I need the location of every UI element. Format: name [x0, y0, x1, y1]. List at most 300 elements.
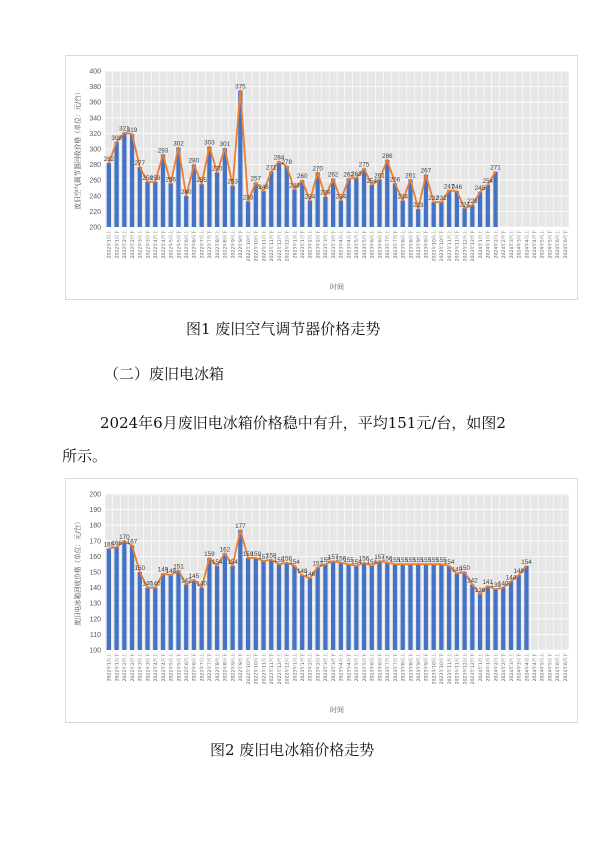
data-label: 177	[235, 522, 246, 530]
x-tick-label: 2023年11月下	[455, 230, 461, 262]
data-label: 267	[420, 167, 432, 175]
bar	[478, 594, 482, 650]
bar	[254, 558, 258, 650]
data-label: 239	[320, 189, 331, 197]
data-label: 148	[513, 568, 524, 576]
data-label: 140	[150, 580, 161, 588]
x-tick-label: 2024年1月上	[478, 230, 484, 259]
bar	[269, 172, 273, 227]
x-tick-label: 2024年5月上	[540, 230, 546, 259]
data-label: 142	[180, 577, 192, 585]
x-tick-label: 2024年2月下	[502, 653, 508, 682]
bar	[277, 564, 281, 650]
bar	[292, 566, 296, 650]
x-tick-label: 2023年7月下	[393, 230, 399, 259]
data-label: 233	[242, 194, 254, 202]
x-tick-label: 2022年6月下	[192, 230, 198, 259]
data-label: 159	[250, 550, 262, 558]
data-label: 155	[420, 557, 432, 565]
bar	[455, 574, 459, 650]
data-label: 148	[165, 568, 176, 576]
bar	[393, 183, 397, 227]
x-tick-label: 2022年3月上	[138, 653, 144, 682]
y-tick-label: 320	[89, 130, 101, 138]
data-label: 301	[219, 141, 231, 149]
x-tick-label: 2023年8月下	[409, 653, 415, 682]
x-tick-label: 2024年2月上	[494, 653, 500, 682]
bar	[184, 196, 188, 227]
x-tick-label: 2022年3月下	[146, 230, 152, 259]
x-tick-label: 2022年8月下	[223, 230, 229, 259]
x-tick-label: 2022年8月下	[223, 653, 229, 682]
data-label: 148	[296, 568, 308, 576]
y-tick-label: 110	[89, 631, 101, 639]
x-tick-label: 2022年10月上	[246, 653, 252, 685]
data-label: 167	[126, 538, 138, 546]
data-label: 261	[405, 172, 416, 180]
data-label: 223	[412, 202, 424, 210]
x-tick-label: 2024年4月下	[533, 230, 538, 259]
x-tick-label: 2022年7月下	[208, 653, 214, 682]
x-tick-label: 2023年7月上	[386, 653, 392, 682]
section-heading: （二）废旧电冰箱	[104, 365, 225, 383]
x-tick-label: 2024年4月上	[525, 230, 531, 259]
x-tick-label: 2023年8月上	[401, 653, 407, 682]
data-label: 271	[266, 164, 277, 172]
data-label: 146	[304, 571, 316, 579]
x-tick-label: 2023年2月上	[308, 230, 314, 259]
data-label: 319	[126, 127, 138, 135]
x-tick-label: 2022年6月上	[185, 230, 190, 259]
bar	[153, 588, 157, 650]
x-tick-label: 2023年10月上	[432, 230, 438, 262]
paragraph-line-1: 2024年6月废旧电冰箱价格稳中有升，平均151元/台，如图2	[100, 414, 506, 432]
x-tick-label: 2023年4月下	[347, 653, 353, 682]
bar	[215, 172, 219, 227]
bar	[261, 561, 265, 650]
data-label: 302	[173, 140, 184, 148]
bar	[277, 161, 281, 227]
bar	[122, 133, 126, 227]
bar	[161, 154, 165, 227]
bar	[153, 182, 157, 227]
y-tick-label: 280	[89, 162, 101, 170]
x-tick-label: 2022年1月上	[107, 230, 113, 259]
bar	[370, 185, 374, 227]
y-tick-label: 170	[89, 538, 101, 546]
data-label: 224	[459, 201, 470, 209]
x-tick-label: 2024年6月上	[556, 230, 562, 259]
x-tick-label: 2023年3月上	[324, 653, 330, 682]
bar	[439, 202, 443, 227]
bar	[300, 180, 304, 227]
bar	[339, 563, 343, 650]
x-tick-label: 2023年10月下	[440, 653, 446, 685]
bar	[346, 179, 350, 227]
bar	[408, 564, 412, 650]
x-tick-label: 2022年11月下	[270, 230, 276, 262]
data-label: 154	[351, 558, 362, 566]
data-label: 155	[273, 557, 285, 565]
bar	[107, 549, 111, 650]
bar	[192, 580, 196, 650]
x-tick-label: 2022年5月下	[177, 230, 183, 259]
data-label: 303	[204, 139, 215, 147]
y-tick-label: 400	[89, 68, 101, 76]
x-tick-label: 2022年2月上	[123, 653, 129, 682]
x-tick-label: 2022年11月下	[270, 653, 276, 685]
data-label: 234	[335, 193, 347, 201]
bar	[354, 566, 358, 650]
data-label: 256	[165, 176, 176, 184]
bar	[207, 147, 211, 227]
x-tick-label: 2022年2月下	[130, 230, 136, 259]
data-label: 154	[366, 558, 378, 566]
data-label: 144	[505, 574, 517, 582]
x-tick-label: 2024年3月上	[509, 653, 515, 682]
bar	[424, 564, 428, 650]
x-tick-label: 2023年1月下	[301, 230, 306, 259]
x-tick-label: 2024年2月下	[502, 230, 508, 259]
air-conditioner-price-chart	[65, 55, 578, 300]
y-tick-label: 120	[89, 616, 101, 624]
data-label: 136	[474, 586, 486, 594]
y-axis-title: 废旧电冰箱回收价格（单位：元/台）	[74, 518, 82, 626]
y-tick-label: 200	[89, 491, 101, 499]
bar	[524, 566, 528, 650]
bar	[316, 567, 320, 650]
x-tick-label: 2024年5月下	[548, 653, 554, 682]
data-label: 159	[204, 550, 215, 558]
data-label: 253	[227, 178, 238, 186]
x-tick-label: 2022年4月上	[154, 653, 160, 682]
bar	[114, 142, 118, 227]
bar	[385, 563, 389, 650]
bar	[447, 190, 451, 227]
data-label: 282	[103, 156, 115, 164]
data-label: 150	[459, 565, 470, 572]
bar	[308, 200, 312, 227]
x-tick-label: 2023年11月上	[447, 230, 453, 262]
x-tick-label: 2023年9月上	[417, 653, 422, 682]
bar	[215, 566, 219, 650]
data-label: 246	[258, 184, 269, 192]
x-tick-label: 2023年11月下	[455, 653, 461, 685]
x-tick-label: 2023年3月下	[331, 230, 337, 259]
x-tick-label: 2022年1月下	[115, 230, 121, 259]
x-tick-label: 2024年1月下	[486, 230, 492, 259]
data-label: 154	[211, 558, 223, 566]
data-label: 162	[219, 546, 231, 554]
bar	[478, 192, 482, 227]
bar	[223, 148, 227, 227]
data-label: 254	[482, 177, 494, 185]
data-label: 166	[111, 540, 122, 548]
bar	[107, 163, 111, 227]
x-tick-label: 2023年10月上	[432, 653, 438, 685]
x-tick-label: 2023年6月下	[378, 653, 384, 682]
bar	[517, 575, 521, 650]
x-tick-label: 2022年10月下	[254, 230, 260, 262]
data-label: 156	[382, 555, 393, 563]
data-label: 234	[304, 193, 316, 201]
bar	[169, 575, 173, 650]
x-tick-label: 2024年3月下	[517, 230, 523, 259]
data-label: 262	[327, 171, 339, 179]
y-tick-label: 220	[89, 208, 101, 216]
y-tick-label: 150	[89, 569, 101, 577]
bar	[493, 589, 497, 650]
data-label: 153	[312, 560, 323, 568]
bar	[145, 182, 149, 227]
x-tick-label: 2023年9月下	[424, 230, 430, 259]
bar	[331, 179, 335, 227]
x-tick-label: 2022年12月下	[285, 653, 291, 685]
bar	[300, 575, 304, 650]
data-label: 154	[521, 558, 532, 566]
data-label: 149	[157, 566, 169, 574]
bar	[184, 584, 188, 650]
x-tick-label: 2023年12月下	[471, 230, 477, 262]
x-tick-label: 2022年12月上	[277, 230, 283, 262]
data-label: 321	[119, 125, 130, 133]
x-tick-label: 2022年1月上	[107, 653, 113, 682]
data-label: 270	[312, 165, 323, 173]
y-axis-title: 废旧空气调节器回收价格（单位：元/台）	[74, 88, 82, 210]
bar	[230, 566, 234, 650]
bar	[230, 186, 234, 227]
x-tick-label: 2023年9月下	[424, 653, 430, 682]
data-label: 150	[134, 565, 146, 572]
x-tick-label: 2022年1月下	[115, 653, 121, 682]
x-tick-label: 2022年8月上	[215, 230, 221, 259]
y-tick-label: 340	[89, 115, 101, 123]
bar	[393, 564, 397, 650]
data-label: 263	[351, 170, 362, 178]
data-label: 232	[436, 195, 447, 203]
bar	[470, 584, 474, 650]
x-tick-label: 2023年5月上	[355, 230, 361, 259]
x-tick-label: 2023年10月下	[440, 230, 446, 262]
data-label: 140	[196, 580, 207, 588]
y-tick-label: 360	[89, 99, 101, 107]
x-tick-label: 2024年6月下	[563, 230, 569, 259]
data-label: 375	[235, 83, 246, 91]
bar	[432, 202, 436, 227]
x-tick-label: 2023年1月上	[293, 230, 299, 259]
x-tick-label: 2024年3月上	[509, 230, 515, 259]
bar	[385, 160, 389, 227]
data-label: 286	[382, 152, 393, 160]
x-axis-title: 时间	[330, 706, 344, 714]
x-tick-label: 2023年2月上	[308, 653, 314, 682]
data-label: 154	[289, 558, 300, 566]
x-tick-label: 2022年6月下	[192, 653, 198, 682]
y-tick-label: 140	[89, 585, 101, 593]
data-label: 248	[289, 182, 300, 190]
bar	[122, 541, 126, 650]
y-tick-label: 100	[89, 647, 101, 655]
x-tick-label: 2023年4月上	[339, 653, 345, 682]
bar	[509, 581, 513, 650]
bar	[416, 209, 420, 227]
bar	[269, 560, 273, 650]
x-tick-label: 2023年3月上	[324, 230, 330, 259]
bar	[339, 200, 343, 227]
bar	[130, 134, 134, 227]
x-tick-label: 2022年4月下	[161, 653, 167, 682]
data-label: 165	[103, 541, 115, 549]
x-tick-label: 2022年11月上	[262, 230, 268, 262]
x-tick-label: 2022年5月上	[169, 230, 175, 259]
bar	[261, 191, 265, 227]
bar	[354, 178, 358, 227]
data-label: 157	[327, 554, 339, 562]
data-label: 155	[389, 557, 401, 565]
bar	[308, 578, 312, 650]
paragraph-line-2: 所示。	[62, 447, 108, 465]
x-tick-label: 2023年11月上	[447, 653, 453, 685]
data-label: 261	[374, 172, 385, 180]
data-label: 156	[335, 555, 347, 563]
x-tick-label: 2023年6月下	[378, 230, 384, 259]
x-tick-label: 2023年7月下	[393, 653, 399, 682]
data-label: 232	[428, 195, 439, 203]
bar	[401, 200, 405, 227]
data-label: 278	[281, 159, 292, 167]
data-label: 155	[405, 557, 416, 565]
data-label: 284	[273, 154, 285, 162]
bar	[486, 586, 490, 650]
data-label: 270	[211, 165, 223, 173]
data-label: 228	[467, 198, 478, 206]
bar	[362, 563, 366, 650]
x-tick-label: 2022年5月上	[169, 653, 175, 682]
bar	[401, 564, 405, 650]
data-label: 155	[397, 557, 408, 565]
bar	[246, 558, 250, 650]
data-label: 260	[296, 173, 308, 181]
refrigerator-price-chart	[65, 478, 578, 723]
x-tick-label: 2023年2月下	[316, 230, 322, 259]
y-tick-label: 200	[89, 224, 101, 232]
x-tick-label: 2022年3月下	[146, 653, 152, 682]
bar	[130, 545, 134, 650]
x-tick-label: 2023年7月上	[386, 230, 392, 259]
x-tick-label: 2024年5月上	[540, 653, 546, 682]
bar	[285, 563, 289, 650]
bar	[323, 564, 327, 650]
data-label: 140	[142, 580, 153, 588]
figure2-caption: 图2 废旧电冰箱价格走势	[210, 741, 375, 759]
data-label: 156	[358, 555, 370, 563]
data-label: 155	[412, 557, 424, 565]
bar	[223, 553, 227, 650]
x-tick-label: 2022年9月下	[239, 230, 245, 259]
data-label: 254	[366, 177, 378, 185]
bar	[346, 564, 350, 650]
x-tick-label: 2023年12月上	[463, 230, 469, 262]
y-tick-label: 300	[89, 146, 101, 154]
data-label: 258	[150, 174, 161, 182]
x-tick-label: 2023年8月上	[401, 230, 407, 259]
x-tick-label: 2022年4月下	[161, 230, 167, 259]
bar	[207, 558, 211, 650]
x-tick-label: 2022年10月上	[246, 230, 252, 262]
x-tick-label: 2022年10月下	[254, 653, 260, 685]
x-tick-label: 2023年12月下	[471, 653, 477, 685]
x-tick-label: 2022年9月上	[231, 230, 237, 259]
bar	[331, 561, 335, 650]
x-tick-label: 2022年5月下	[177, 653, 183, 682]
data-label: 271	[490, 164, 501, 172]
data-label: 256	[389, 176, 401, 184]
x-tick-label: 2024年2月上	[494, 230, 500, 259]
x-axis-title: 时间	[330, 283, 344, 291]
data-label: 140	[498, 580, 509, 588]
x-tick-label: 2023年9月上	[417, 230, 422, 259]
x-tick-label: 2023年2月下	[316, 653, 322, 682]
data-label: 155	[343, 557, 354, 565]
data-label: 159	[242, 550, 254, 558]
x-tick-label: 2024年4月上	[525, 653, 531, 682]
data-label: 155	[436, 557, 447, 565]
bar	[501, 588, 505, 650]
data-label: 277	[134, 159, 146, 167]
bar	[470, 205, 474, 227]
data-label: 156	[281, 555, 292, 563]
y-tick-label: 130	[89, 600, 101, 608]
x-tick-label: 2023年4月下	[347, 230, 353, 259]
data-label: 142	[467, 577, 478, 585]
data-label: 262	[343, 171, 354, 179]
bar	[200, 588, 204, 650]
x-tick-label: 2022年12月上	[277, 653, 283, 685]
bar	[486, 185, 490, 227]
data-label: 234	[397, 193, 408, 201]
x-tick-label: 2022年4月上	[154, 230, 160, 259]
bar	[161, 574, 165, 650]
air-conditioner-chart-svg	[66, 56, 579, 301]
bar	[377, 561, 381, 650]
x-tick-label: 2023年6月上	[370, 653, 376, 682]
x-tick-label: 2023年3月下	[331, 653, 337, 682]
x-tick-label: 2023年12月上	[463, 653, 469, 685]
bar	[377, 179, 381, 227]
x-tick-label: 2022年11月上	[262, 653, 268, 685]
x-tick-label: 2024年4月下	[533, 653, 538, 682]
data-label: 157	[258, 554, 269, 562]
x-tick-label: 2023年6月上	[370, 230, 376, 259]
data-label: 145	[188, 572, 200, 580]
x-tick-label: 2023年1月下	[301, 653, 306, 682]
y-tick-label: 260	[89, 177, 101, 185]
data-label: 240	[180, 188, 192, 196]
x-tick-label: 2024年6月上	[556, 653, 562, 682]
data-label: 246	[451, 184, 463, 192]
y-tick-label: 240	[89, 193, 101, 201]
x-tick-label: 2023年5月上	[355, 653, 361, 682]
data-label: 280	[188, 157, 200, 165]
bar	[200, 184, 204, 227]
data-label: 154	[227, 558, 238, 566]
x-tick-label: 2024年3月下	[517, 653, 523, 682]
bar	[285, 166, 289, 227]
x-tick-label: 2022年7月上	[200, 230, 206, 259]
bar	[370, 566, 374, 650]
x-tick-label: 2023年5月下	[362, 230, 368, 259]
data-label: 293	[157, 147, 169, 155]
